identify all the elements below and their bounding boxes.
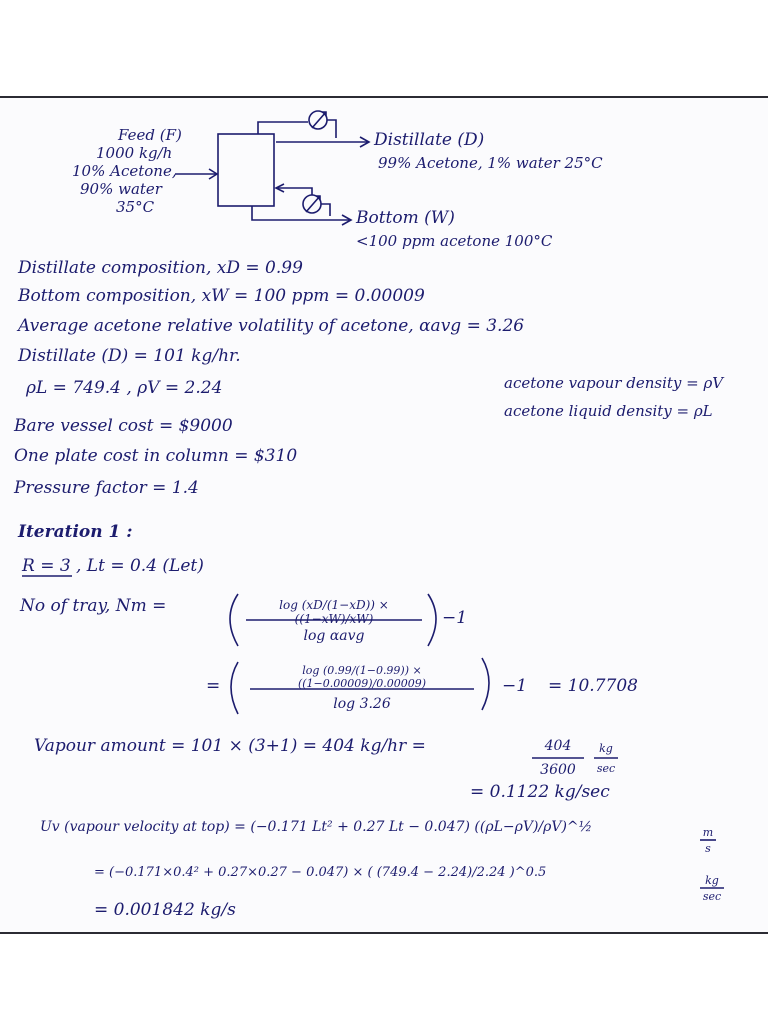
notebook-page xyxy=(0,96,768,934)
vapour-unit-num: kg xyxy=(599,742,613,755)
subst-denominator: log 3.26 xyxy=(333,696,391,712)
plate-cost: One plate cost in column = $310 xyxy=(14,446,298,466)
ntray-label: No of tray, Nm = xyxy=(20,596,167,616)
densities: ρL = 749.4 , ρV = 2.24 xyxy=(26,378,223,398)
uv-unit-den: s xyxy=(705,842,711,855)
bare-vessel-cost: Bare vessel cost = $9000 xyxy=(14,416,233,436)
nm-result: = 10.7708 xyxy=(548,676,638,696)
vapour-density-note: acetone vapour density = ρV xyxy=(504,374,724,392)
subst-numerator: log (0.99/(1−0.99)) × ((1−0.00009)/0.00009) xyxy=(297,664,427,690)
vapour-frac-num: 404 xyxy=(544,738,572,754)
vapour-frac-den: 3600 xyxy=(540,762,576,778)
uv-substitution: = (−0.171×0.4² + 0.27×0.27 − 0.047) × ( (749.4 − 2.24)/2.24 )^0.5 xyxy=(94,865,547,880)
ntray-denominator: log αavg xyxy=(303,628,365,644)
distillate-spec: 99% Acetone, 1% water 25°C xyxy=(378,154,603,172)
vapour-unit-den: sec xyxy=(596,762,616,775)
feed-rate: 1000 kg/h xyxy=(96,144,173,162)
reflux-ratio: R = 3 xyxy=(22,556,71,576)
bottom-composition: Bottom composition, xW = 100 ppm = 0.00009 xyxy=(18,286,425,306)
bottom-arrow xyxy=(252,206,350,220)
ntray-minus-one: −1 xyxy=(442,608,468,628)
vapour-line xyxy=(258,122,308,134)
ntray-numerator: log (xD/(1−xD)) × ((1−xW)/xW) xyxy=(279,598,389,626)
subst-equals: = xyxy=(206,676,221,696)
distillate-label: Distillate (D) xyxy=(374,130,485,150)
bottom-label: Bottom (W) xyxy=(356,208,455,228)
subst-minus-one: −1 xyxy=(502,676,528,696)
uv-formula: Uv (vapour velocity at top) = (−0.171 Lt² + 0.27 Lt − 0.047) ((ρL−ρV)/ρV)^½ xyxy=(40,819,593,835)
pressure-factor: Pressure factor = 1.4 xyxy=(14,478,199,498)
uv-unit-num: m xyxy=(702,826,714,839)
distillate-composition: Distillate composition, xD = 0.99 xyxy=(18,258,303,278)
uv-sub-unit-num: kg xyxy=(705,874,719,887)
tray-spacing: , Lt = 0.4 (Let) xyxy=(76,556,204,576)
feed-acetone: 10% Acetone, xyxy=(72,162,177,180)
feed-temp: 35°C xyxy=(116,198,155,216)
column-box xyxy=(218,134,274,206)
feed-water: 90% water xyxy=(80,180,162,198)
feed-label: Feed (F) xyxy=(118,126,182,144)
uv-sub-unit-den: sec xyxy=(702,890,722,903)
uv-result: = 0.001842 kg/s xyxy=(94,900,236,920)
vapour-amount: Vapour amount = 101 × (3+1) = 404 kg/hr = xyxy=(34,736,426,756)
relative-volatility: Average acetone relative volatility of acetone, αavg = 3.26 xyxy=(18,316,525,336)
bottom-spec: <100 ppm acetone 100°C xyxy=(356,232,553,250)
distillate-flow: Distillate (D) = 101 kg/hr. xyxy=(18,346,241,366)
liquid-density-note: acetone liquid density = ρL xyxy=(504,402,713,420)
vapour-result: = 0.1122 kg/sec xyxy=(470,782,610,802)
iteration-heading: Iteration 1 : xyxy=(18,522,133,542)
